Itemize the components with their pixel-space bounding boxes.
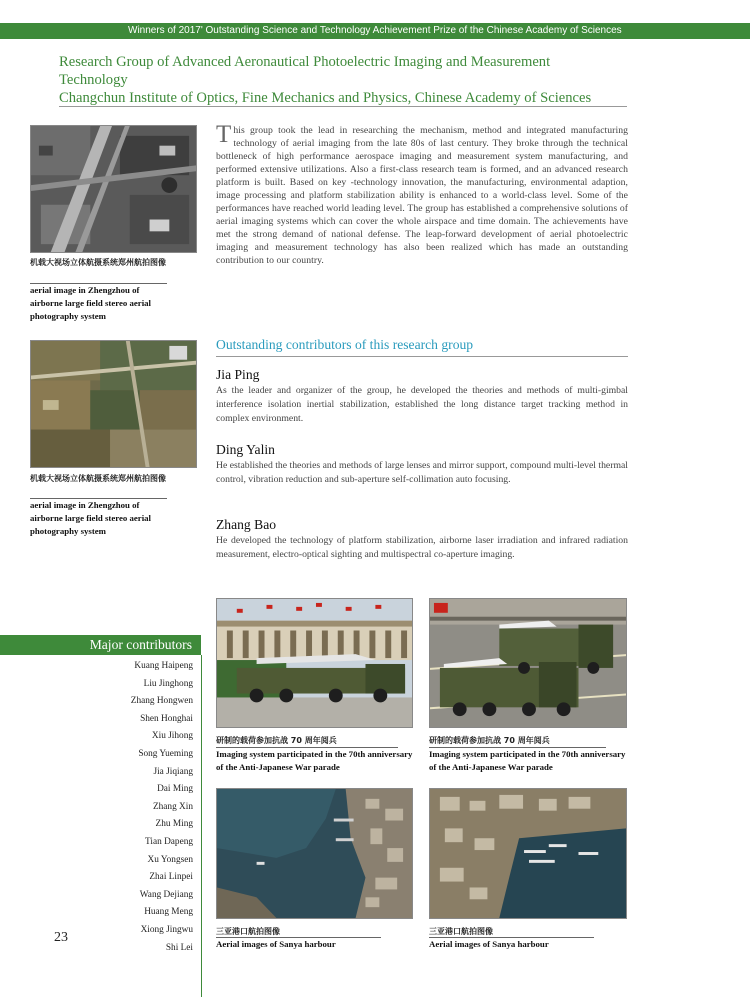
major-contributor: Shen Honghai: [140, 713, 193, 724]
aerial-photo-zhengzhou-1: [30, 125, 197, 253]
major-contributor: Huang Meng: [144, 907, 193, 918]
photo-1-caption-cn: 机载大视场立体航摄系统郑州航拍图像: [30, 258, 166, 267]
major-contributor: Zhai Linpei: [149, 872, 193, 883]
header-divider: [59, 106, 627, 107]
aerial-photo-zhengzhou-2: [30, 340, 197, 468]
major-contributor: Zhu Ming: [155, 819, 193, 830]
page-title: [59, 53, 629, 107]
title-line-2: Technology: [59, 72, 128, 88]
major-contributor: Xiong Jingwu: [140, 924, 193, 935]
parade-photo-1: [216, 598, 413, 728]
major-contributor: Kuang Haipeng: [134, 661, 193, 671]
intro-paragraph: [216, 121, 628, 267]
major-contributor: Tian Dapeng: [145, 836, 193, 847]
gallery-1-caption-cn: 研制的载荷参加抗战 70 周年阅兵: [216, 736, 337, 745]
outstanding-section-title: Outstanding contributors of this research group: [216, 337, 474, 352]
harbour-photo-2: [429, 788, 627, 919]
major-contributors-header: [0, 635, 201, 655]
major-contributor: Song Yueming: [138, 748, 193, 759]
title-line-3: Changchun Institute of Optics, Fine Mechanics and Physics, Chinese Academy of Sciences: [59, 90, 592, 106]
contributor-desc-jia-ping: As the leader and organizer of the group, he developed the theories and methods of multi-gimbal interference isolation inertial stabilization, established the long distance target tracking method in complex environment.: [216, 385, 628, 424]
major-contributor: Liu Jinghong: [143, 678, 193, 689]
major-contributors-list: [131, 658, 193, 957]
title-line-1: Research Group of Advanced Aeronautical Photoelectric Imaging and Measurement: [59, 54, 551, 70]
major-contributor: Xiu Jihong: [151, 731, 193, 742]
top-banner: [0, 23, 750, 39]
gallery-1-caption-en: Imaging system participated in the 70th anniversary of the Anti-Japanese War parade: [216, 749, 413, 772]
major-contributor: Shi Lei: [165, 942, 193, 953]
harbour-photo-1: [216, 788, 413, 919]
major-contributor: Zhang Hongwen: [130, 696, 193, 707]
contributor-desc-zhang-bao: He developed the technology of platform stabilization, airborne laser irradiation and infrared radiation measurement, electro-optical sighting and multispectral co-aperture imaging.: [216, 535, 628, 560]
contributor-name-zhang-bao: Zhang Bao: [216, 517, 277, 532]
banner-text: Winners of 2017' Outstanding Science and Technology Achievement Prize of the Chinese Academy of Sciences: [128, 25, 622, 36]
gallery-2-caption-en: Imaging system participated in the 70th anniversary of the Anti-Japanese War parade: [429, 749, 626, 772]
contributor-name-ding-yalin: Ding Yalin: [216, 442, 275, 457]
page-number: 23: [54, 930, 68, 945]
major-contributor: Wang Dejiang: [139, 889, 193, 900]
contributor-name-jia-ping: Jia Ping: [216, 367, 260, 382]
gallery-2-caption-cn: 研制的载荷参加抗战 70 周年阅兵: [429, 736, 550, 745]
photo-2-caption-cn: 机载大视场立体航摄系统郑州航拍图像: [30, 474, 166, 483]
gallery-3-caption-en: Aerial images of Sanya harbour: [216, 939, 336, 949]
photo-2-caption-en: aerial image in Zhengzhou of airborne large field stereo aerial photography system: [30, 500, 152, 536]
major-contributor: Xu Yongsen: [147, 854, 193, 865]
intro-text: his group took the lead in researching the mechanism, method and integrated manufacturing technology of aerial imaging from the late 80s of last century. They broke through the technical bottleneck of high performance aerospace imaging and measurement system manufacturing, and performed extensive utilizations. Also a first-class research team is formed, and an advanced research platform is built. Based on key -technology innovation, the manufacturing, environmental adaption, image processing and platform stabilization ability is enhanced to a world-class level. Some of the performances have reached world leading level. The group has established a comprehensive solutions of aerial imaging systems which can cover the whole airspace and time domain. The achievements have met the strong demand of national defense. The leap-forward development of aerial photoelectric imaging and measurement technology has also been realized which has made an outstanding contribution to our country.: [216, 125, 628, 266]
contributor-desc-ding-yalin: He established the theories and methods of large lenses and mirror support, compound multi-level thermal control, vibration reduction and sub-aperture self-collimation auto focusing.: [216, 460, 628, 485]
major-contributor: Dai Ming: [157, 784, 193, 795]
outstanding-section-divider: [216, 356, 628, 357]
parade-photo-2: [429, 598, 627, 728]
gallery-3-caption-cn: 三亚港口航拍图像: [216, 927, 280, 936]
gallery-4-caption-cn: 三亚港口航拍图像: [429, 927, 493, 936]
gallery-4-caption-en: Aerial images of Sanya harbour: [429, 939, 549, 949]
major-contributor: Jia Jiqiang: [153, 766, 193, 777]
photo-1-caption-en: aerial image in Zhengzhou of airborne large field stereo aerial photography system: [30, 285, 152, 321]
drop-cap: T: [216, 121, 232, 148]
major-contributor: Zhang Xin: [152, 801, 193, 812]
major-contributors-title: Major contributors: [89, 637, 192, 652]
major-contributors-divider: [201, 655, 202, 997]
